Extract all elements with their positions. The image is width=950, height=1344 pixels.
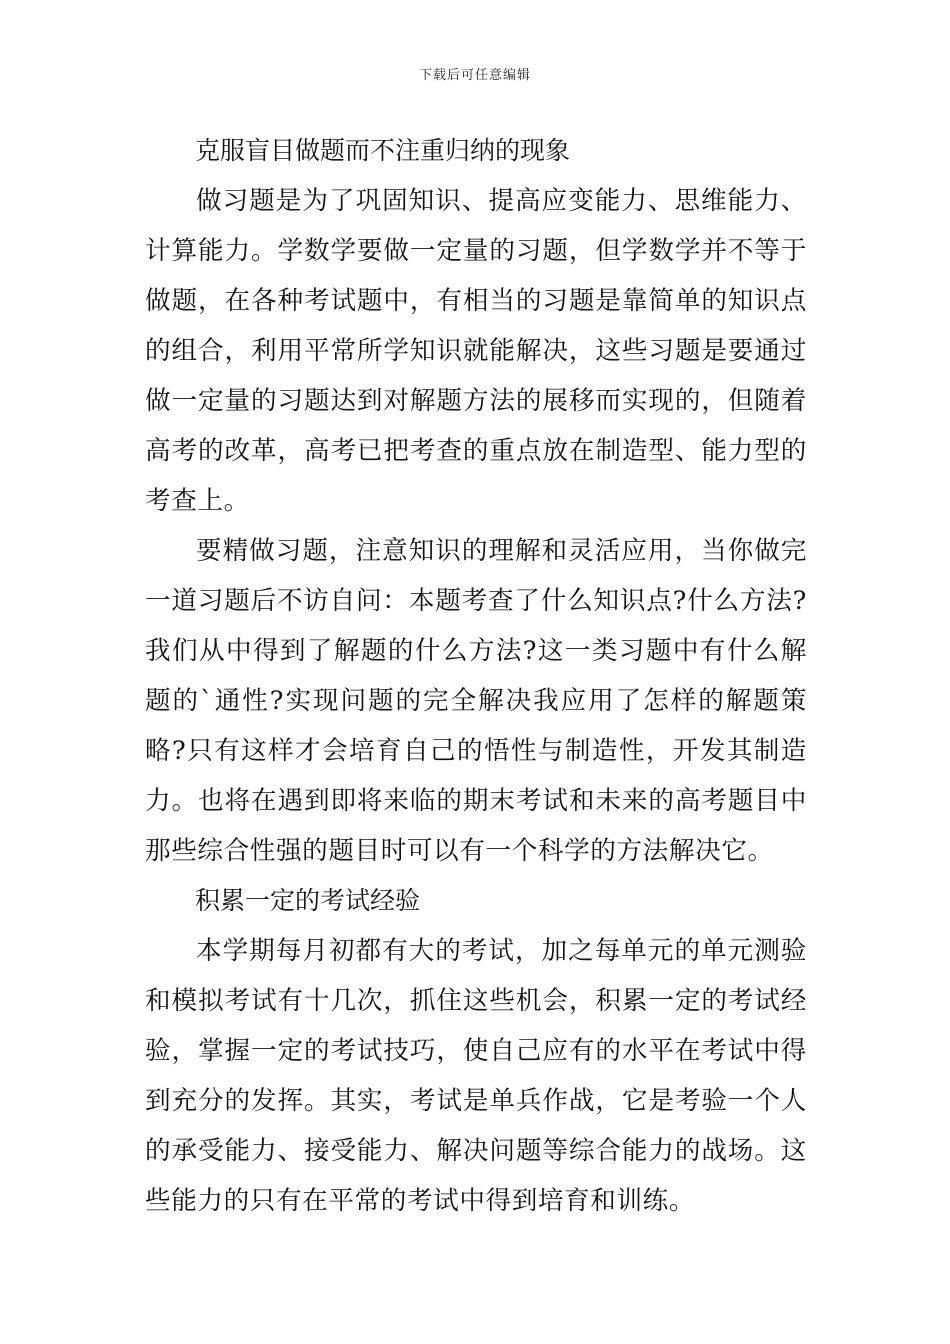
document-body [145,126,807,1226]
section-heading-summarize: 克服盲目做题而不注重归纳的现象 [195,136,571,165]
paragraph-practice-purpose: 做习题是为了巩固知识、提高应变能力、思维能力、计算能力。学数学要做一定量的习题，但学数学并不等于做题，在各种考试题中，有相当的习题是靠简单的知识点的组合，利用平常所学知识就能解决，这些习题是要通过做一定量的习题达到对解题方法的展移而实现的，但随着高考的改革，高考已把考查的重点放在制造型、能力型的考查上。 [145,186,807,516]
section-heading-exam-experience: 积累一定的考试经验 [195,886,421,915]
paragraph-practice-method: 要精做习题，注意知识的理解和灵活应用，当你做完一道习题后不访自问：本题考查了什么知识点?什么方法?我们从中得到了解题的什么方法?这一类习题中有什么解题的`通性?实现问题的完全解决我应用了怎样的解题策略?只有这样才会培育自己的悟性与制造性，开发其制造力。也将在遇到即将来临的期末考试和未来的高考题目中那些综合性强的题目时可以有一个科学的方法解决它。 [145,536,807,866]
paragraph-exam-experience: 本学期每月初都有大的考试，加之每单元的单元测验和模拟考试有十几次，抓住这些机会，积累一定的考试经验，掌握一定的考试技巧，使自己应有的水平在考试中得到充分的发挥。其实，考试是单兵作战，它是考验一个人的承受能力、接受能力、解决问题等综合能力的战场。这些能力的只有在平常的考试中得到培育和训练。 [145,936,807,1216]
page-header-note: 下载后可任意编辑 [418,68,531,83]
